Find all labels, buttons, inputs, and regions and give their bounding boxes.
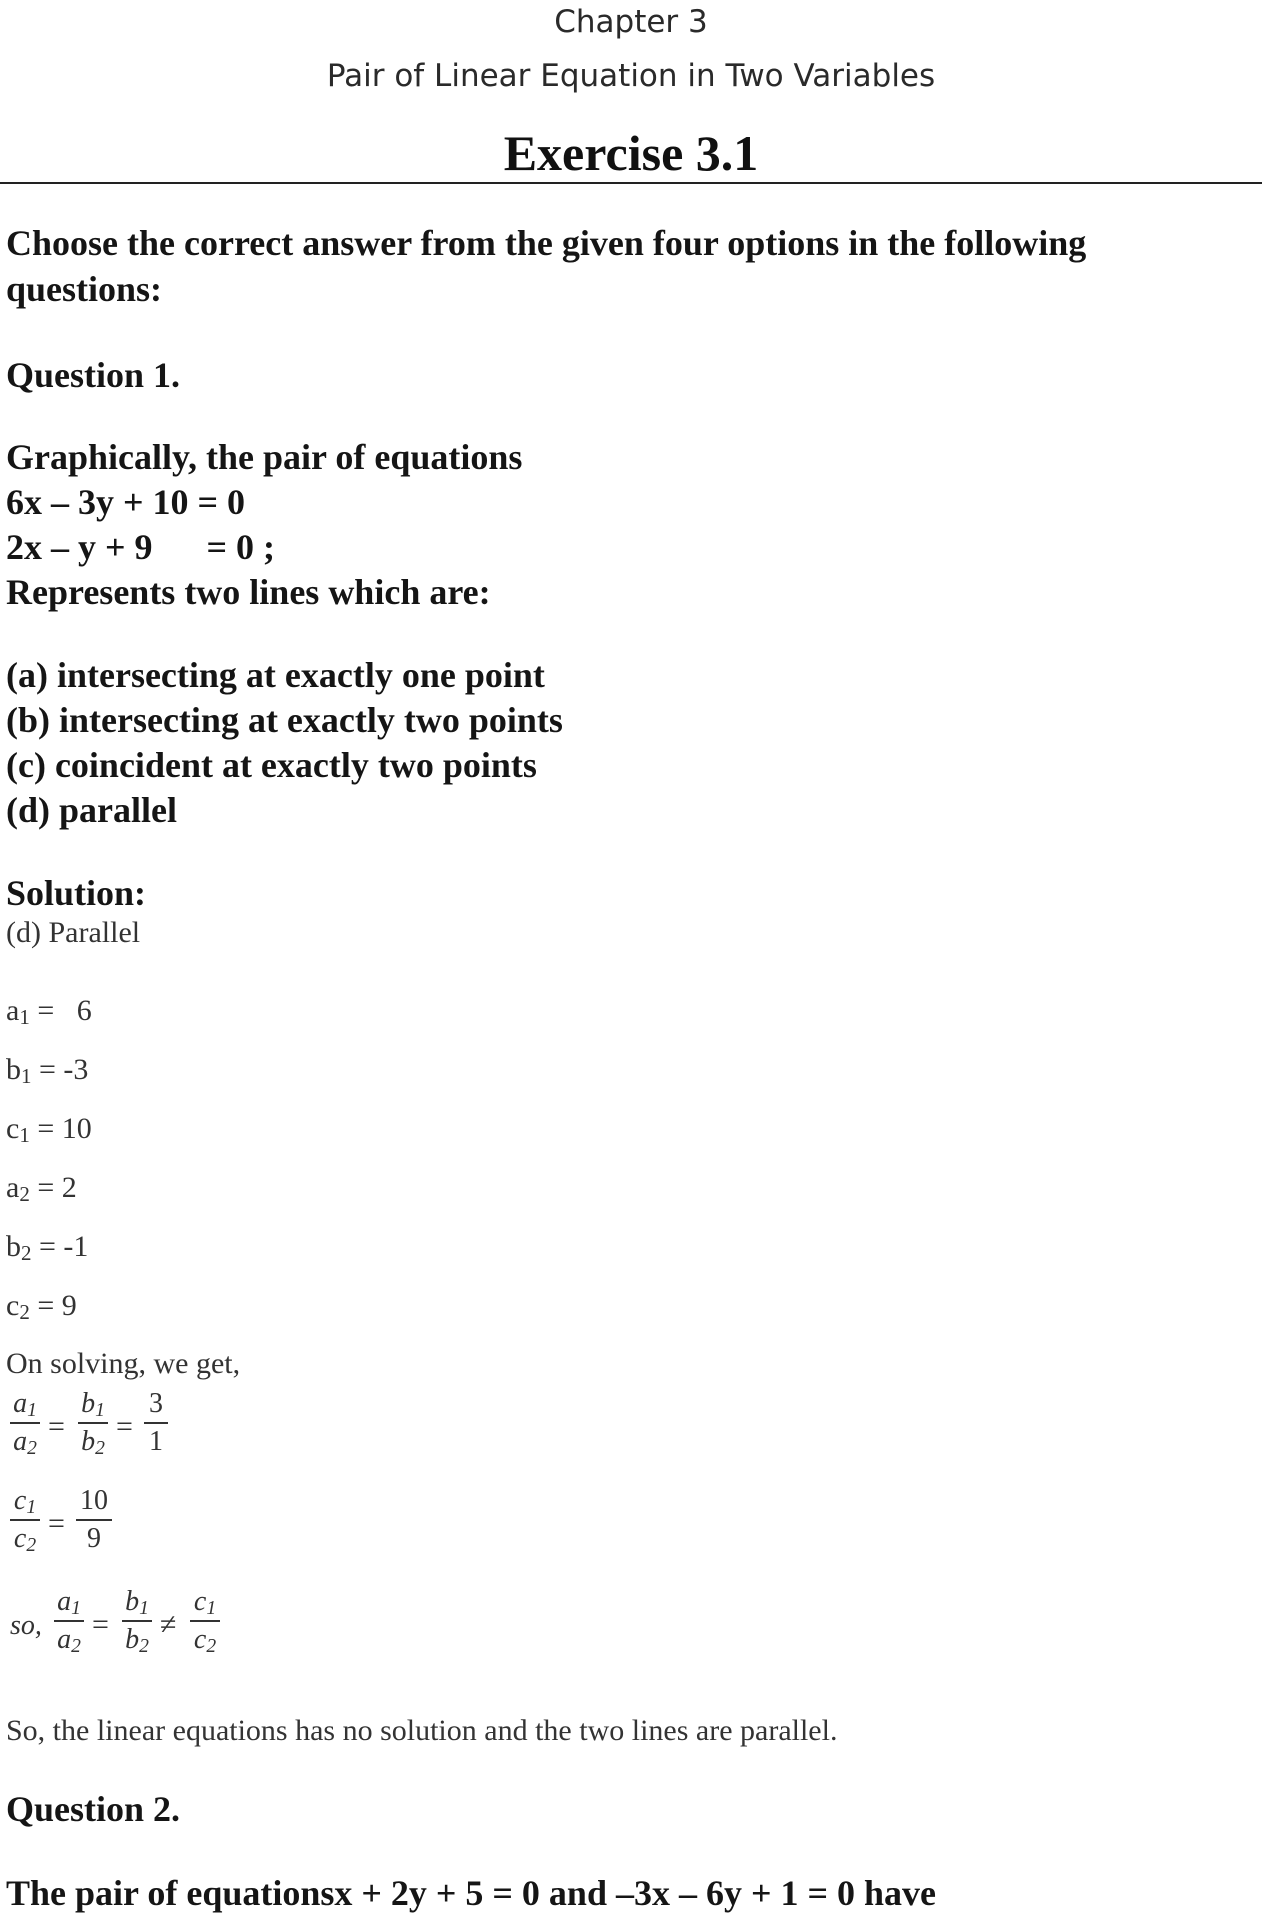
option-b: (b) intersecting at exactly two points [6,700,563,740]
equals-sign: = [48,1507,65,1540]
chapter-label: Chapter 3 [554,4,708,40]
solution-heading: Solution: [6,873,147,913]
question-1-equation-2: 2x – y + 9 = 0 ; [6,527,276,567]
chapter-title: Pair of Linear Equation in Two Variables [326,58,936,94]
instructions-line-1: Choose the correct answer from the given four options in the following [6,223,1087,263]
equals-sign: = [116,1410,133,1443]
ratio-equation-3 [0,1588,260,1668]
option-d: (d) parallel [6,790,177,830]
not-equal-sign: ≠ [160,1608,177,1641]
option-a: (a) intersecting at exactly one point [6,655,545,695]
coefficient-a1: a1 = 6 [6,994,92,1029]
header-divider [0,182,1262,184]
solving-text: On solving, we get, [6,1347,241,1380]
fraction-3-1: 3 1 [144,1390,168,1456]
fraction-c1-c2: c1 c2 [10,1487,40,1553]
coefficient-b2: b2 = -1 [6,1230,89,1265]
ratio-equation-1 [0,1390,200,1470]
coefficient-c2: c2 = 9 [6,1289,77,1324]
option-c: (c) coincident at exactly two points [6,745,537,785]
solution-conclusion: So, the linear equations has no solution and the two lines are parallel. [6,1714,838,1747]
fraction-10-9: 10 9 [76,1487,112,1553]
equals-sign: = [92,1608,109,1641]
fraction-c1-c2: c1 c2 [190,1588,220,1654]
ratio-equation-2 [0,1487,200,1567]
coefficient-c1: c1 = 10 [6,1112,92,1147]
question-2-stem: The pair of equationsx + 2y + 5 = 0 and –3x – 6y + 1 = 0 have [6,1873,937,1913]
equals-sign: = [48,1410,65,1443]
question-2-heading: Question 2. [6,1789,181,1829]
question-1-stem-line: Represents two lines which are: [6,572,491,612]
exercise-title: Exercise 3.1 [503,125,759,181]
instructions-line-2: questions: [6,269,163,309]
fraction-a1-a2: a1 a2 [54,1588,84,1654]
solution-answer: (d) Parallel [6,916,141,949]
question-1-equation-1: 6x – 3y + 10 = 0 [6,482,246,522]
coefficient-b1: b1 = -3 [6,1053,89,1088]
coefficient-a2: a2 = 2 [6,1171,77,1206]
question-1-heading: Question 1. [6,355,181,395]
fraction-b1-b2: b1 b2 [78,1390,108,1456]
fraction-b1-b2: b1 b2 [122,1588,152,1654]
fraction-a1-a2: a1 a2 [10,1390,40,1456]
question-1-stem-line: Graphically, the pair of equations [6,437,523,477]
so-prefix: so, [10,1610,42,1641]
